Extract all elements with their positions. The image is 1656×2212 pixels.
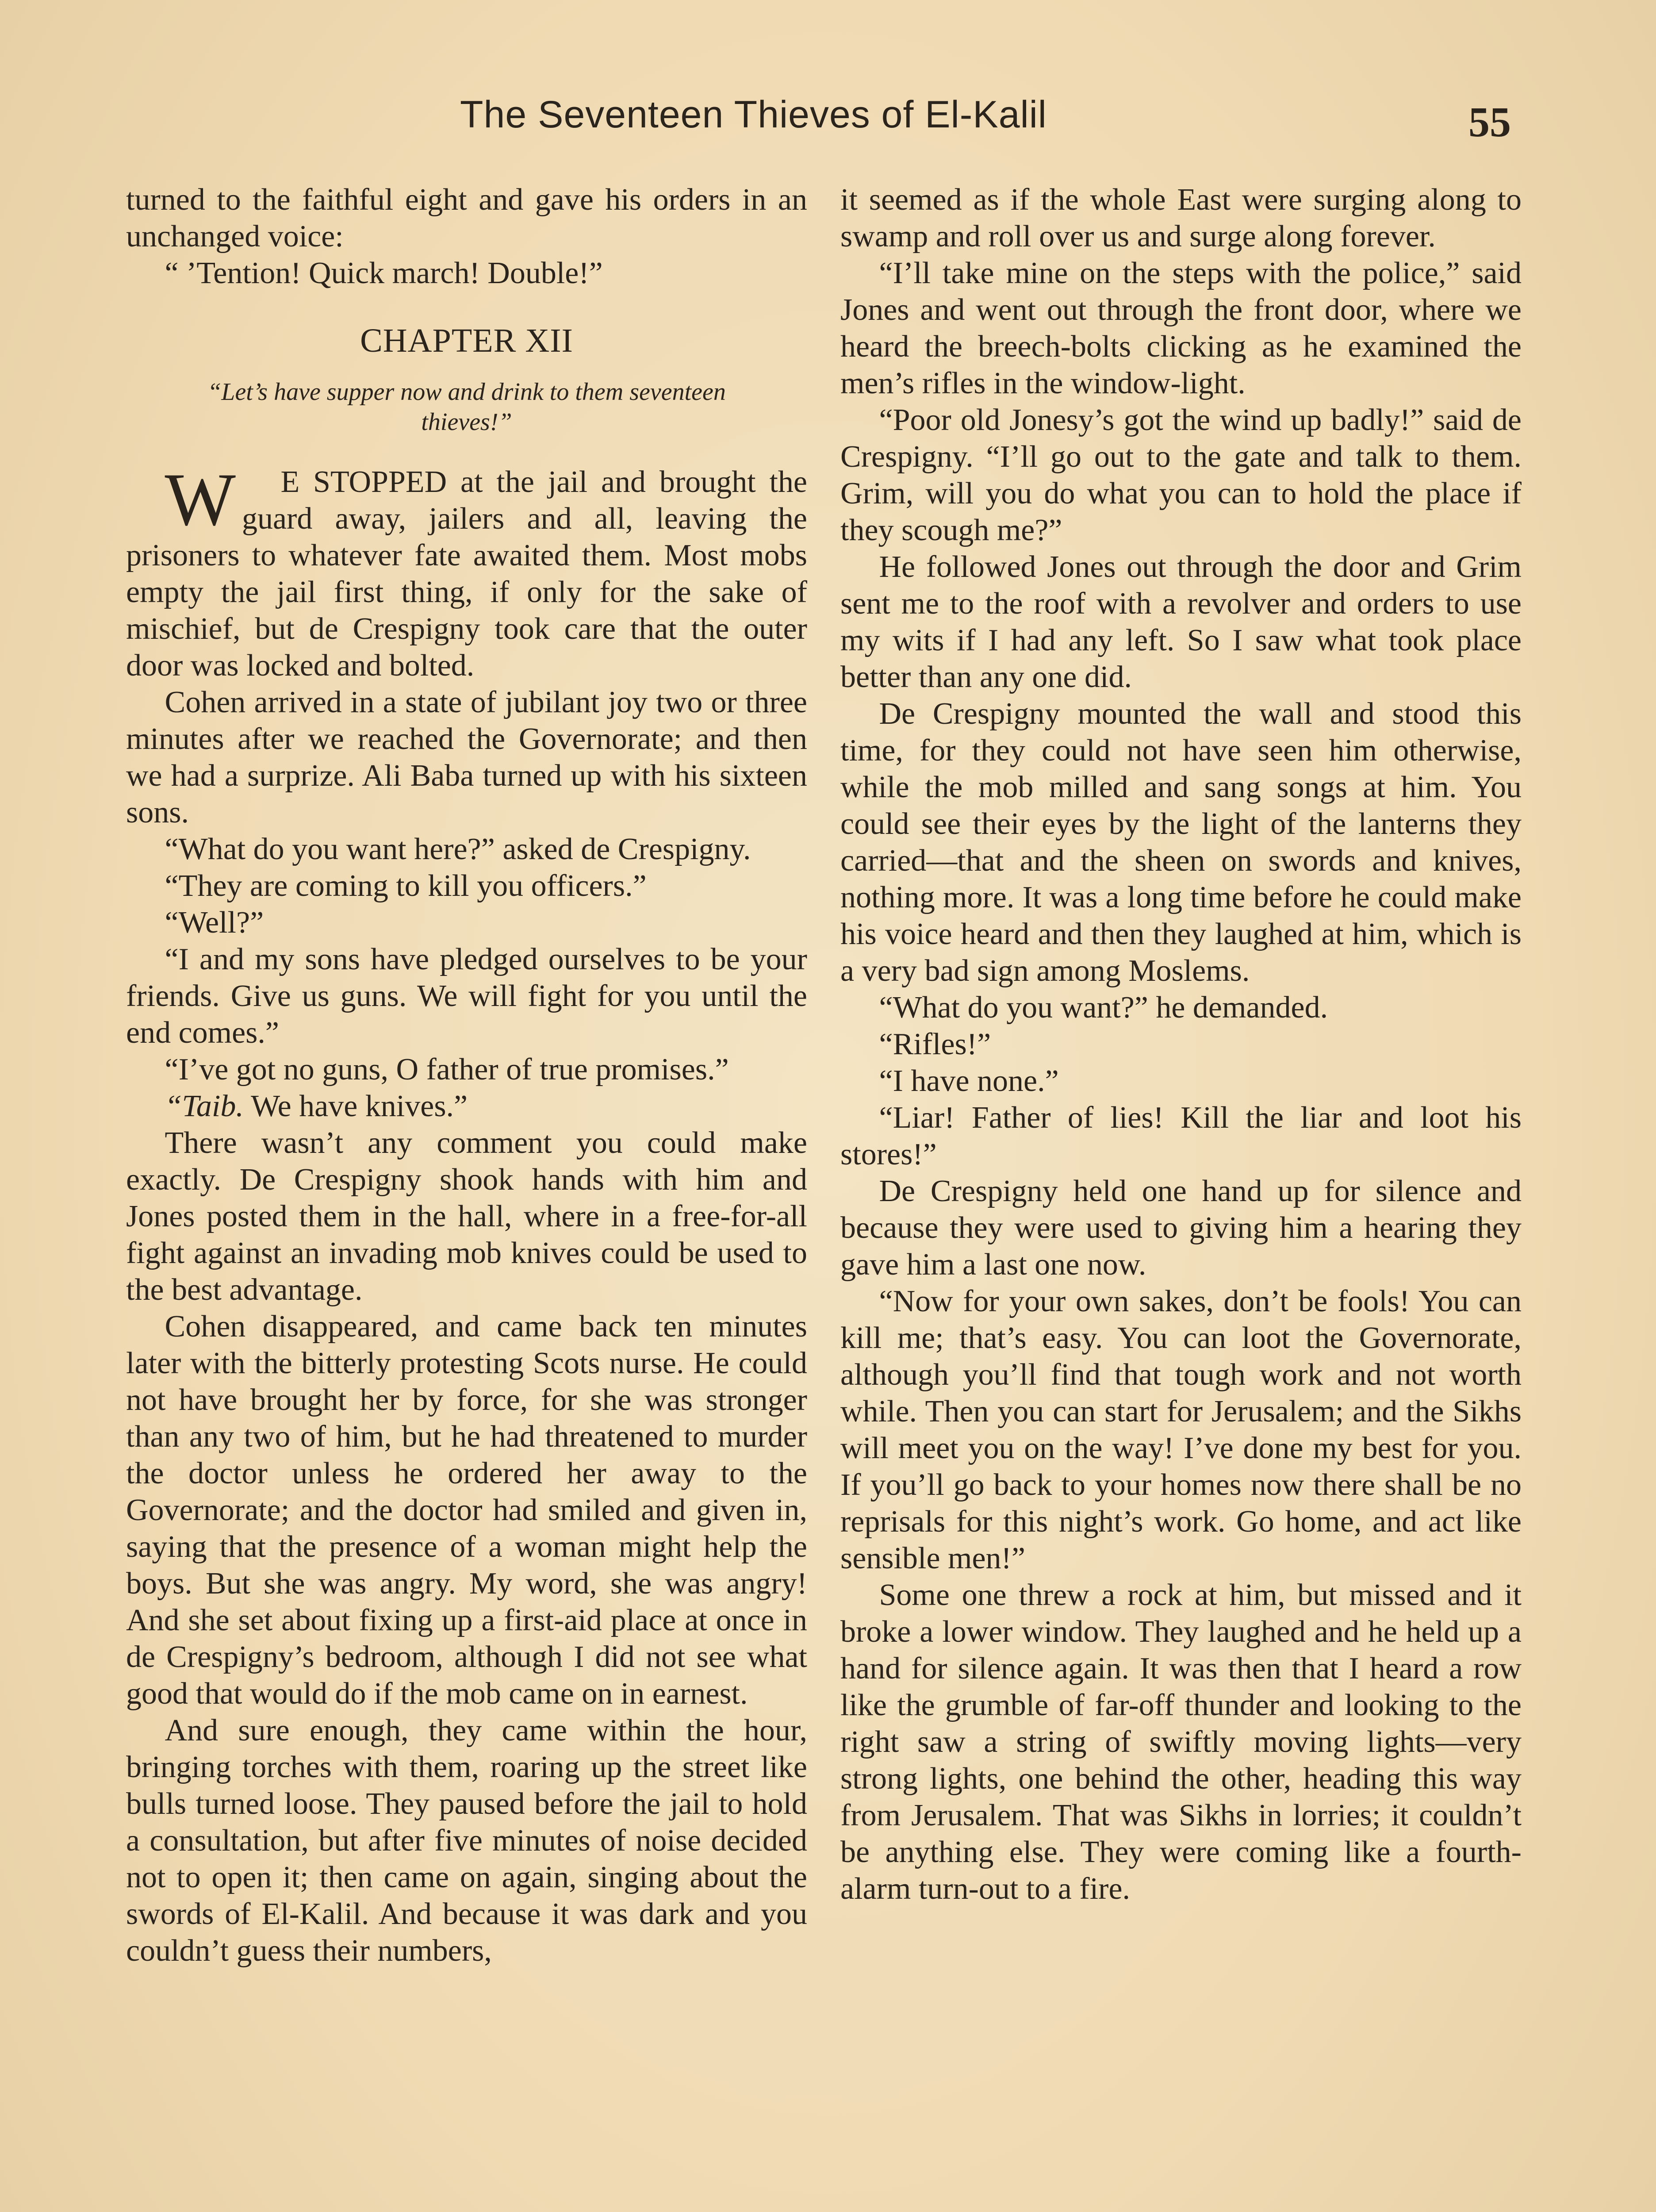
paragraph: “What do you want?” he demanded. (879, 991, 1328, 1025)
paragraph: “I have none.” (879, 1064, 1059, 1098)
paragraph: De Crespigny mounted the wall and stood this time, for they could not have seen him otherwise, while the mob milled and sang songs at him. You could see their eyes by the light of the lanterns they carried—that and the sheen on swords and knives, nothing more. It was a long time before he could make his voice heard and then they laughed at him, which is a very bad sign among Moslems. (840, 697, 1522, 988)
paragraph: Cohen arrived in a state of jubilant joy two or three minutes after we reached the Governorate; and then we had a surprize. Ali Baba turned up with his sixteen sons. (126, 685, 807, 830)
paragraph: Cohen disappeared, and came back ten minutes later with the bitterly protesting Scots nurse. He could not have brought her by force, for she was stronger than any two of him, but he had threatened to murder the doctor unless he ordered her away to the Governorate; and the doctor had smiled and given in, saying that the presence of a woman might help the boys. But she was angry. My word, she was angry! And she set about fixing up a first-aid place at once in de Crespigny’s bedroom, although I did not see what good that would do if the mob came on in earnest. (126, 1310, 807, 1711)
left-column (126, 181, 807, 1969)
paragraph: “They are coming to kill you officers.” (165, 869, 647, 903)
paragraph: “Rifles!” (879, 1027, 991, 1061)
page-number: 55 (1468, 98, 1511, 146)
chapter-heading: CHAPTER XII (360, 322, 573, 359)
paragraph-opening (126, 458, 807, 684)
paragraph-text: E STOPPED at the jail and brought the guard away, jailers and all, leaving the prisoners to whatever fate awaited them. Most mobs empty the jail first thing, if only for the sake of mischief, but de Crespigny took care that the outer door was locked and bolted. (126, 465, 807, 683)
paragraph: “I’ve got no guns, O father of true promises.” (165, 1052, 729, 1087)
paragraph: “What do you want here?” asked de Crespigny. (165, 832, 751, 866)
paragraph: “I’ll take mine on the steps with the police,” said Jones and went out through the front door, where we heard the breech-bolts clicking as he examined the men’s rifles in the window-light. (840, 256, 1522, 400)
paragraph: “Now for your own sakes, don’t be fools! You can kill me; that’s easy. You can loot the Governorate, although you’ll find that tough work and not worth while. Then you can start for Jerusalem; and the Sikhs will meet you on the way! I’ve done my best for you. If you’ll go back to your homes now there shall be no reprisals for this night’s work. Go home, and act like sensible men!” (840, 1284, 1522, 1575)
paragraph: turned to the faithful eight and gave his orders in an unchanged voice: (126, 183, 807, 253)
chapter-epigraph: “Let’s have supper now and drink to them seventeen thieves!” (207, 378, 726, 436)
italic-word: “Taib. (165, 1089, 244, 1123)
paragraph: it seemed as if the whole East were surging along to swamp and roll over us and surge along forever. (840, 183, 1522, 253)
paragraph: “I and my sons have pledged ourselves to be your friends. Give us guns. We will fight for you until the end comes.” (126, 942, 807, 1050)
paragraph: “Well?” (165, 906, 264, 940)
paragraph: “Liar! Father of lies! Kill the liar and loot his stores!” (840, 1101, 1522, 1171)
paragraph-text: We have knives.” (243, 1089, 468, 1123)
paragraph: He followed Jones out through the door and Grim sent me to the roof with a revolver and orders to use my wits if I had any left. So I saw what took place better than any one did. (840, 550, 1522, 694)
right-column (840, 181, 1522, 1907)
drop-cap: W (165, 458, 236, 541)
running-title: The Seventeen Thieves of El-Kalil (460, 93, 1047, 136)
paragraph: “ ’Tention! Quick march! Double!” (165, 256, 603, 290)
paragraph (126, 1088, 807, 1125)
paragraph: There wasn’t any comment you could make exactly. De Crespigny shook hands with him and Jones posted them in the hall, where in a free-for-all fight against an invading mob knives could be used to the best advantage. (126, 1126, 807, 1307)
paragraph: De Crespigny held one hand up for silence and because they were used to giving him a hearing they gave him a last one now. (840, 1174, 1522, 1282)
paragraph: “Poor old Jonesy’s got the wind up badly!” said de Crespigny. “I’ll go out to the gate and talk to them. Grim, will you do what you can to hold the place if they scough me?” (840, 403, 1522, 547)
paragraph: And sure enough, they came within the hour, bringing torches with them, roaring up the street like bulls turned loose. They paused before the jail to hold a consultation, but after five minutes of noise decided not to open it; then came on again, singing about the swords of El-Kalil. And because it was dark and you couldn’t guess their numbers, (126, 1713, 807, 1968)
paragraph: Some one threw a rock at him, but missed and it broke a lower window. They laughed and he held up a hand for silence again. It was then that I heard a row like the grumble of far-off thunder and looking to the right saw a string of swiftly moving lights—very strong lights, one behind the other, heading this way from Jerusalem. That was Sikhs in lorries; it couldn’t be anything else. They were coming like a fourth-alarm turn-out to a fire. (840, 1578, 1522, 1906)
